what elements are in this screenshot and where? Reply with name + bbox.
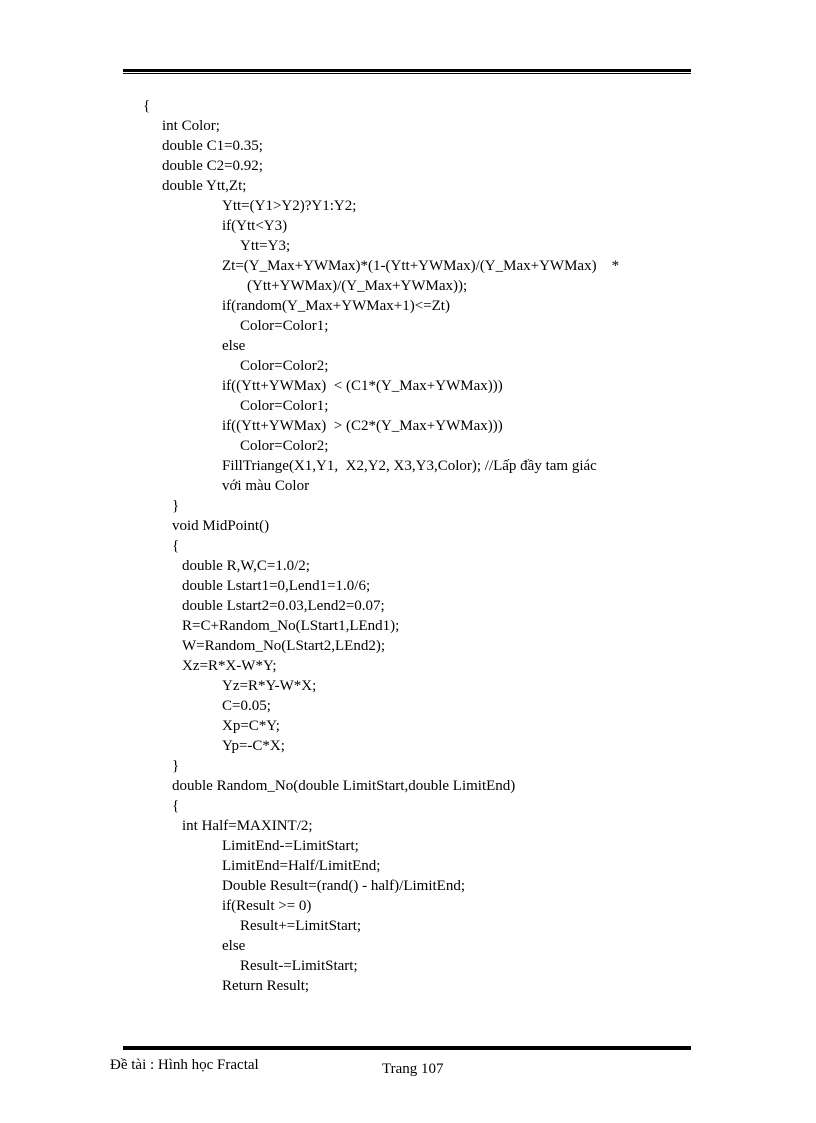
code-line: double Lstart2=0.03,Lend2=0.07; xyxy=(182,598,385,614)
code-line: else xyxy=(222,338,246,354)
code-line: LimitEnd=Half/LimitEnd; xyxy=(222,858,381,874)
code-line: R=C+Random_No(LStart1,LEnd1); xyxy=(182,618,400,634)
code-line: LimitEnd-=LimitStart; xyxy=(222,838,359,854)
code-line: Zt=(Y_Max+YWMax)*(1-(Ytt+YWMax)/(Y_Max+YWMax) * xyxy=(222,258,620,274)
code-line: Xp=C*Y; xyxy=(222,718,280,734)
header-rule xyxy=(123,69,691,74)
code-line: double Random_No(double LimitStart,double LimitEnd) xyxy=(172,778,516,794)
code-line: W=Random_No(LStart2,LEnd2); xyxy=(182,638,386,654)
code-line: double Ytt,Zt; xyxy=(162,178,247,194)
code-line: if((Ytt+YWMax) < (C1*(Y_Max+YWMax))) xyxy=(222,378,503,394)
code-line: Color=Color1; xyxy=(240,398,329,414)
page-number: Trang 107 xyxy=(382,1061,444,1077)
code-line: Yz=R*Y-W*X; xyxy=(222,678,317,694)
code-line: if(random(Y_Max+YWMax+1)<=Zt) xyxy=(222,298,450,314)
code-line: Xz=R*X-W*Y; xyxy=(182,658,277,674)
code-line: if(Result >= 0) xyxy=(222,898,312,914)
code-line: Double Result=(rand() - half)/LimitEnd; xyxy=(222,878,465,894)
code-line: if(Ytt<Y3) xyxy=(222,218,288,234)
code-line: FillTriange(X1,Y1, X2,Y2, X3,Y3,Color); //Lấp đầy tam giác xyxy=(222,458,597,474)
code-line: double C1=0.35; xyxy=(162,138,263,154)
code-line: với màu Color xyxy=(222,478,310,494)
code-line: (Ytt+YWMax)/(Y_Max+YWMax)); xyxy=(247,278,468,294)
code-line: Ytt=(Y1>Y2)?Y1:Y2; xyxy=(222,198,357,214)
code-line: int Color; xyxy=(162,118,220,134)
code-line: { xyxy=(172,538,180,554)
code-line: if((Ytt+YWMax) > (C2*(Y_Max+YWMax))) xyxy=(222,418,503,434)
code-line: C=0.05; xyxy=(222,698,271,714)
code-line: } xyxy=(172,758,180,774)
code-line: else xyxy=(222,938,246,954)
code-line: Ytt=Y3; xyxy=(240,238,291,254)
code-line: Color=Color1; xyxy=(240,318,329,334)
footer-topic: Đề tài : Hình học Fractal xyxy=(110,1057,259,1073)
code-line: int Half=MAXINT/2; xyxy=(182,818,313,834)
code-line: Result+=LimitStart; xyxy=(240,918,362,934)
code-line: Color=Color2; xyxy=(240,438,329,454)
code-line: Yp=-C*X; xyxy=(222,738,285,754)
code-line: void MidPoint() xyxy=(172,518,270,534)
code-line: Color=Color2; xyxy=(240,358,329,374)
code-line: { xyxy=(143,98,151,114)
code-line: double Lstart1=0,Lend1=1.0/6; xyxy=(182,578,371,594)
code-line: double C2=0.92; xyxy=(162,158,263,174)
code-line: } xyxy=(172,498,180,514)
code-line: double R,W,C=1.0/2; xyxy=(182,558,310,574)
footer-rule xyxy=(123,1045,691,1050)
code-line: Result-=LimitStart; xyxy=(240,958,358,974)
code-line: Return Result; xyxy=(222,978,310,994)
code-line: { xyxy=(172,798,180,814)
